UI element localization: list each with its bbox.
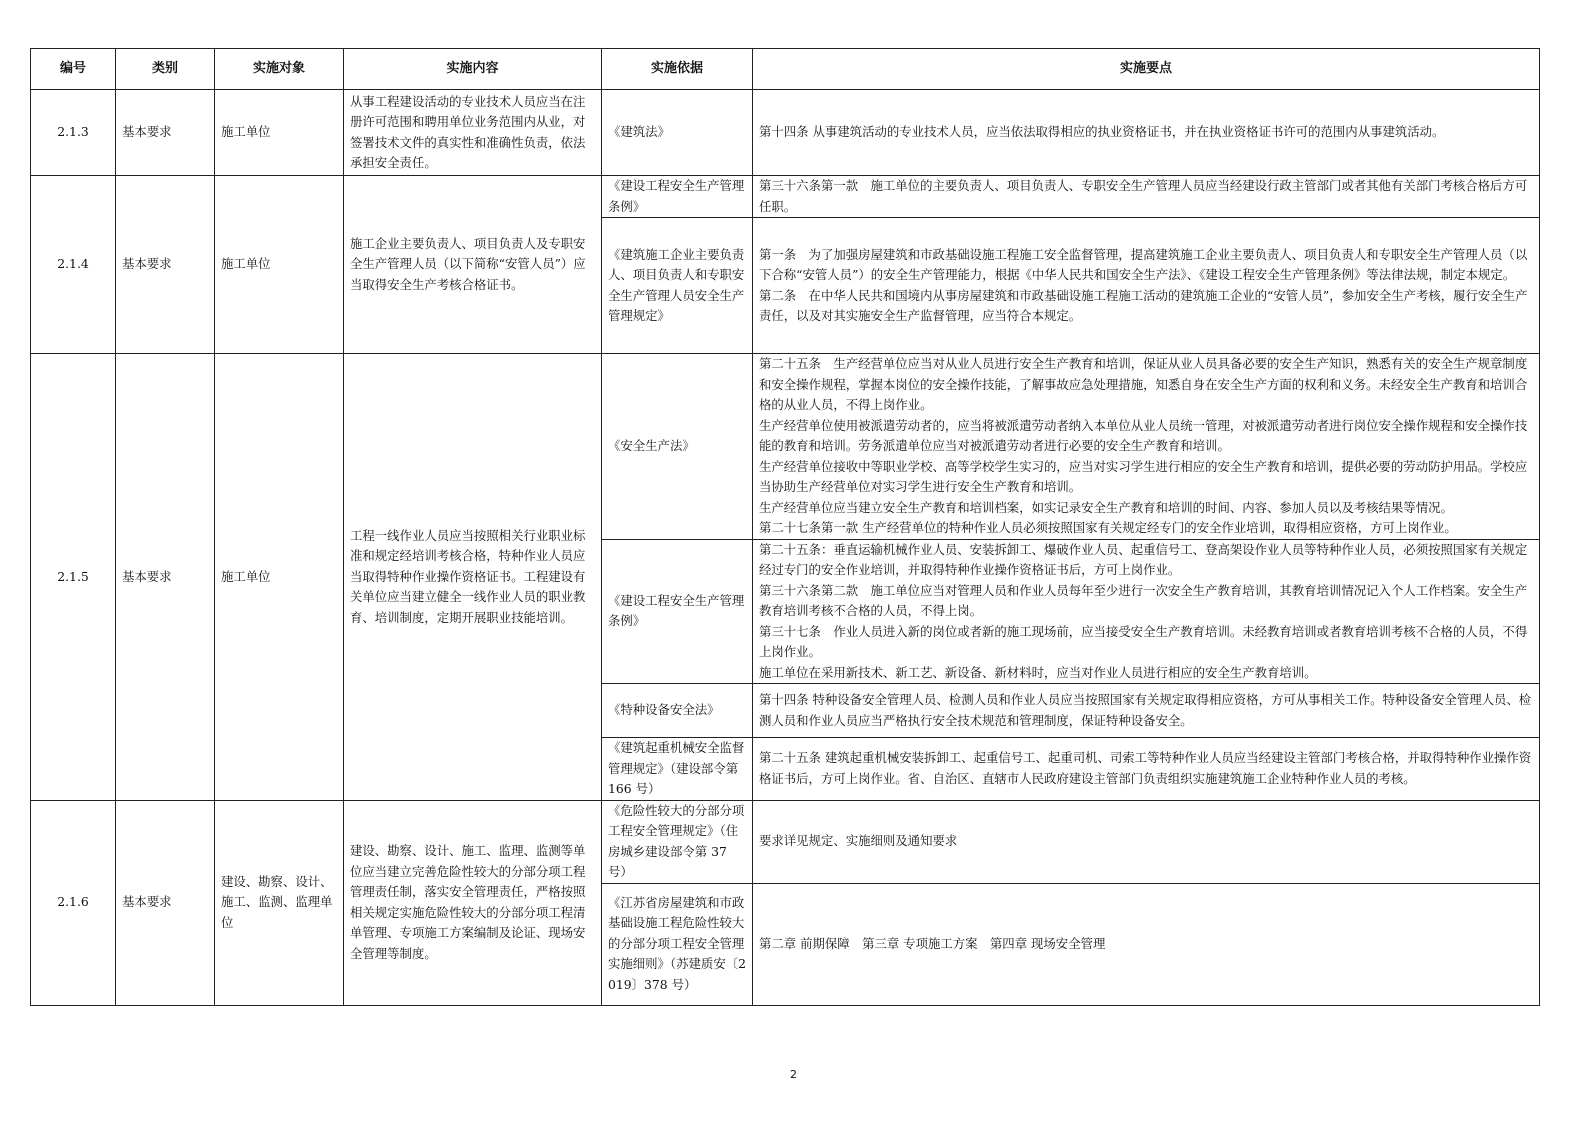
header-category: 类别 — [116, 49, 215, 90]
row-content: 建设、勘察、设计、施工、监理、监测等单位应当建立完善危险性较大的分部分项工程管理责任制，落实安全管理责任，严格按照相关规定实施危险性较大的分部分项工程清单管理、专项施工方案编制及论证、现场安全管理等制度。 — [344, 800, 602, 1005]
row-basis: 《建设工程安全生产管理条例》 — [602, 539, 753, 684]
point-text: 生产经营单位接收中等职业学校、高等学校学生实习的，应当对实习学生进行相应的安全生产教育和培训，提供必要的劳动防护用品。学校应当协助生产经营单位对实习学生进行安全生产教育和培训。 — [759, 458, 1528, 494]
row-points — [753, 218, 1540, 354]
header-content: 实施内容 — [344, 49, 602, 90]
point-text: 第二章 前期保障 第三章 专项施工方案 第四章 现场安全管理 — [759, 935, 1106, 951]
point-text: 第三十六条第二款 施工单位应当对管理人员和作业人员每年至少进行一次安全生产教育培训，其教育培训情况记入个人工作档案。安全生产教育培训考核不合格的人员，不得上岗。 — [759, 582, 1528, 618]
point-text: 第十四条 特种设备安全管理人员、检测人员和作业人员应当按照国家有关规定取得相应资格，方可从事相关工作。特种设备安全管理人员、检测人员和作业人员应当严格执行安全技术规范和管理制度，保证特种设备安全。 — [759, 692, 1532, 728]
row-content: 施工企业主要负责人、项目负责人及专职安全生产管理人员（以下简称“安管人员”）应当取得安全生产考核合格证书。 — [344, 176, 602, 354]
row-points — [753, 684, 1540, 738]
row-points — [753, 354, 1540, 540]
row-basis: 《江苏省房屋建筑和市政基础设施工程危险性较大的分部分项工程安全管理实施细则》（苏建质安〔2019〕378 号） — [602, 883, 753, 1005]
header-basis: 实施依据 — [602, 49, 753, 90]
row-points — [753, 90, 1540, 176]
row-category: 基本要求 — [116, 354, 215, 801]
row-points — [753, 176, 1540, 218]
point-text: 第十四条 从事建筑活动的专业技术人员，应当依法取得相应的执业资格证书，并在执业资格证书许可的范围内从事建筑活动。 — [759, 124, 1445, 140]
row-content: 从事工程建设活动的专业技术人员应当在注册许可范围和聘用单位业务范围内从业，对签署技术文件的真实性和准确性负责，依法承担安全责任。 — [344, 90, 602, 176]
row-basis: 《建设工程安全生产管理条例》 — [602, 176, 753, 218]
row-basis: 《建筑起重机械安全监督管理规定》（建设部令第 166 号） — [602, 738, 753, 801]
table-header-row — [31, 49, 1540, 90]
table-row — [31, 176, 1540, 218]
row-id: 2.1.4 — [31, 176, 116, 354]
row-basis: 《安全生产法》 — [602, 354, 753, 540]
header-id: 编号 — [31, 49, 116, 90]
point-text: 第一条 为了加强房屋建筑和市政基础设施工程施工安全监督管理，提高建筑施工企业主要负责人、项目负责人和专职安全生产管理人员（以下合称“安管人员”）的安全生产管理能力，根据《中华人民共和国安全生产法》、《建设工程安全生产管理条例》等法律法规，制定本规定。 — [759, 246, 1528, 282]
table-row — [31, 354, 1540, 540]
point-text: 第二十七条第一款 生产经营单位的特种作业人员必须按照国家有关规定经专门的安全作业培训，取得相应资格，方可上岗作业。 — [759, 520, 1457, 535]
point-text: 第二十五条 建筑起重机械安装拆卸工、起重信号工、起重司机、司索工等特种作业人员应当经建设主管部门考核合格，并取得特种作业操作资格证书后，方可上岗作业。省、自治区、直辖市人民政府建设主管部门负责组织实施建筑施工企业特种作业人员的考核。 — [759, 750, 1532, 786]
row-category: 基本要求 — [116, 176, 215, 354]
point-text: 要求详见规定、实施细则及通知要求 — [759, 833, 958, 849]
row-points — [753, 800, 1540, 883]
row-target: 施工单位 — [215, 176, 344, 354]
row-id: 2.1.6 — [31, 800, 116, 1005]
row-category: 基本要求 — [116, 800, 215, 1005]
row-id: 2.1.3 — [31, 90, 116, 176]
header-points: 实施要点 — [753, 49, 1540, 90]
table-row — [31, 90, 1540, 176]
table-row — [31, 800, 1540, 883]
point-text: 生产经营单位应当建立安全生产教育和培训档案，如实记录安全生产教育和培训的时间、内容、参加人员以及考核结果等情况。 — [759, 499, 1453, 515]
regulation-table — [30, 48, 1540, 1006]
page-number: 2 — [790, 1068, 797, 1081]
row-basis: 《建筑施工企业主要负责人、项目负责人和专职安全生产管理人员安全生产管理规定》 — [602, 218, 753, 354]
row-basis: 《特种设备安全法》 — [602, 684, 753, 738]
row-target: 施工单位 — [215, 90, 344, 176]
point-text: 第三十七条 作业人员进入新的岗位或者新的施工现场前，应当接受安全生产教育培训。未经教育培训或者教育培训考核不合格的人员，不得上岗作业。 — [759, 623, 1528, 659]
point-text: 第二十五条 生产经营单位应当对从业人员进行安全生产教育和培训，保证从业人员具备必要的安全生产知识，熟悉有关的安全生产规章制度和安全操作规程，掌握本岗位的安全操作技能，了解事故应急处理措施，知悉自身在安全生产方面的权利和义务。未经安全生产教育和培训合格的从业人员，不得上岗作业。 — [759, 356, 1528, 412]
point-text: 第二条 在中华人民共和国境内从事房屋建筑和市政基础设施工程施工活动的建筑施工企业的“安管人员”，参加安全生产考核，履行安全生产责任，以及对其实施安全生产监督管理，应当符合本规定。 — [759, 287, 1528, 323]
row-target: 施工单位 — [215, 354, 344, 801]
point-text: 第二十五条：垂直运输机械作业人员、安装拆卸工、爆破作业人员、起重信号工、登高架设作业人员等特种作业人员，必须按照国家有关规定经过专门的安全作业培训，并取得特种作业操作资格证书后，方可上岗作业。 — [759, 541, 1528, 577]
row-id: 2.1.5 — [31, 354, 116, 801]
row-basis: 《建筑法》 — [602, 90, 753, 176]
row-category: 基本要求 — [116, 90, 215, 176]
row-points — [753, 539, 1540, 684]
row-points — [753, 738, 1540, 801]
point-text: 生产经营单位使用被派遣劳动者的，应当将被派遣劳动者纳入本单位从业人员统一管理，对被派遣劳动者进行岗位安全操作规程和安全操作技能的教育和培训。劳务派遣单位应当对被派遣劳动者进行必要的安全生产教育和培训。 — [759, 417, 1528, 453]
row-points — [753, 883, 1540, 1005]
point-text: 施工单位在采用新技术、新工艺、新设备、新材料时，应当对作业人员进行相应的安全生产教育培训。 — [759, 664, 1317, 680]
row-basis: 《危险性较大的分部分项工程安全管理规定》（住房城乡建设部令第 37 号） — [602, 800, 753, 883]
row-content: 工程一线作业人员应当按照相关行业职业标准和规定经培训考核合格，特种作业人员应当取得特种作业操作资格证书。工程建设有关单位应当建立健全一线作业人员的职业教育、培训制度，定期开展职业技能培训。 — [344, 354, 602, 801]
row-target: 建设、勘察、设计、施工、监测、监理单位 — [215, 800, 344, 1005]
header-target: 实施对象 — [215, 49, 344, 90]
point-text: 第三十六条第一款 施工单位的主要负责人、项目负责人、专职安全生产管理人员应当经建设行政主管部门或者其他有关部门考核合格后方可任职。 — [759, 178, 1528, 214]
